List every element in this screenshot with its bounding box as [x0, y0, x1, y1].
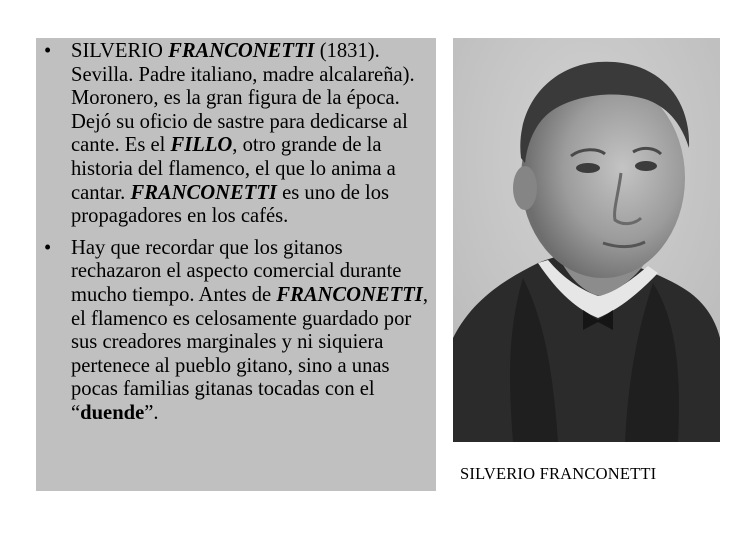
text-segment: , otro grande de la historia del flamenco, el que lo anima a cantar.: [71, 134, 396, 204]
emphasis-segment: FILLO: [170, 134, 233, 157]
bullet-list: [44, 40, 430, 426]
text-segment: ”.: [144, 401, 159, 424]
text-panel: [36, 38, 436, 491]
bullet-icon: •: [44, 40, 52, 62]
bullet-item-2: [44, 237, 430, 426]
bullet-icon: •: [44, 236, 52, 259]
emphasis-segment: FRANCONETTI: [130, 181, 277, 204]
bullet-item-1: [44, 40, 430, 229]
emphasis-segment: FRANCONETTI: [276, 283, 423, 306]
emphasis-segment: FRANCONETTI: [168, 40, 315, 62]
text-segment: , el flamenco es celosamente guardado por sus creadores marginales y ni siquiera pertenece al pueblo gitano, sino a unas pocas familias gitanas tocadas con el “: [71, 283, 428, 424]
text-segment: (1831). Sevilla. Padre italiano, madre alcalareña). Moronero, es la gran figura de la época. Dejó su oficio de sastre para dedicarse al cante. Es el: [71, 40, 415, 157]
photo-caption: SILVERIO FRANCONETTI: [460, 464, 657, 483]
text-segment: SILVERIO: [71, 40, 169, 62]
emphasis-segment: duende: [80, 401, 145, 424]
portrait-photo: [453, 38, 720, 442]
text-segment: Hay que recordar que los gitanos rechazaron el aspecto comercial durante mucho tiempo. Antes de: [71, 236, 402, 306]
portrait-photo-icon: [453, 38, 720, 442]
text-segment: es uno de los propagadores en los cafés.: [71, 181, 390, 228]
